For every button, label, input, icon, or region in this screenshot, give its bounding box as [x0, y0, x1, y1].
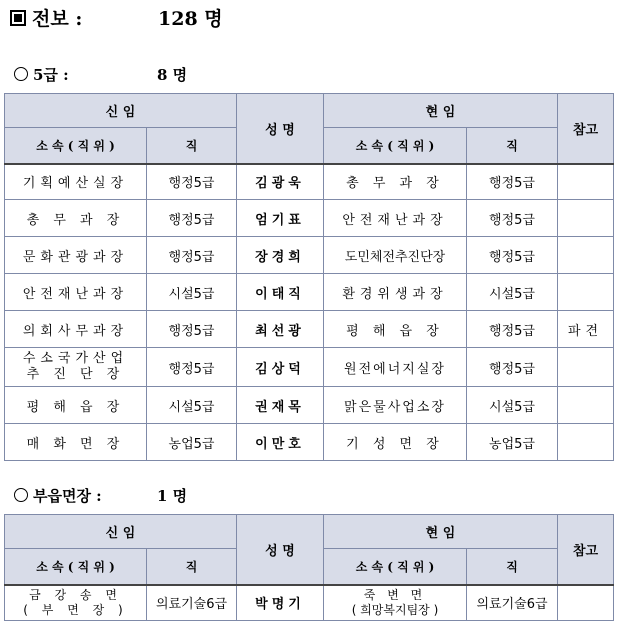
new-dept: 평 해 읍 장 — [5, 387, 147, 424]
current-dept: 맑은물사업소장 — [324, 387, 467, 424]
note — [558, 274, 614, 311]
transfer-table-deputy-head — [4, 514, 614, 621]
note — [558, 237, 614, 274]
table-row — [5, 311, 614, 348]
current-grade: 행정5급 — [467, 237, 558, 274]
new-grade: 농업5급 — [147, 424, 237, 461]
filled-square-icon — [10, 10, 26, 26]
current-grade: 행정5급 — [467, 164, 558, 200]
header-note: 참고 — [558, 94, 614, 164]
section-title-grade5 — [14, 64, 188, 85]
current-grade: 행정5급 — [467, 311, 558, 348]
person-name: 이태직 — [237, 274, 324, 311]
header-new-post: 신 임 — [5, 94, 237, 128]
new-grade: 행정5급 — [147, 200, 237, 237]
person-name: 박명기 — [237, 585, 324, 621]
current-dept: 도민체전추진단장 — [324, 237, 467, 274]
current-dept: 기 성 면 장 — [324, 424, 467, 461]
person-name: 권재목 — [237, 387, 324, 424]
table-row — [5, 387, 614, 424]
section-count: 1 명 — [157, 487, 188, 505]
new-grade: 행정5급 — [147, 348, 237, 387]
circle-bullet-icon — [14, 488, 28, 502]
note — [558, 387, 614, 424]
new-grade: 행정5급 — [147, 164, 237, 200]
current-grade: 행정5급 — [467, 348, 558, 387]
new-grade: 행정5급 — [147, 237, 237, 274]
person-name: 김상덕 — [237, 348, 324, 387]
current-dept-line2: ( 희망복지팀장 ) — [351, 602, 439, 617]
page-total-count: 128 명 — [158, 8, 223, 30]
header-new-post: 신 임 — [5, 515, 237, 549]
page-title — [10, 4, 223, 31]
section-title-deputy-head — [14, 485, 188, 506]
page-title-text: 전보 : — [32, 8, 83, 30]
new-grade: 시설5급 — [147, 274, 237, 311]
note — [558, 424, 614, 461]
header-new-grade: 직 — [147, 128, 237, 164]
current-grade: 농업5급 — [467, 424, 558, 461]
new-dept: 기획예산실장 — [5, 164, 147, 200]
current-dept: 원전에너지실장 — [324, 348, 467, 387]
header-current-grade: 직 — [467, 549, 558, 585]
table-row — [5, 200, 614, 237]
new-dept-line2: 추 진 단 장 — [26, 367, 125, 382]
new-dept-line1: 수소국가산업 — [22, 351, 129, 366]
person-name: 엄기표 — [237, 200, 324, 237]
section-title-text: 부읍면장 : — [33, 487, 102, 505]
new-dept: 총 무 과 장 — [5, 200, 147, 237]
new-dept: 매 화 면 장 — [5, 424, 147, 461]
new-grade: 시설5급 — [147, 387, 237, 424]
person-name: 최선광 — [237, 311, 324, 348]
new-dept: 의회사무과장 — [5, 311, 147, 348]
header-new-affiliation: 소 속 ( 직 위 ) — [5, 549, 147, 585]
table-row — [5, 585, 614, 621]
current-dept: 안전재난과장 — [324, 200, 467, 237]
header-current-affiliation: 소 속 ( 직 위 ) — [324, 549, 467, 585]
section-count: 8 명 — [157, 66, 188, 84]
new-grade: 의료기술6급 — [147, 585, 237, 621]
note — [558, 585, 614, 621]
new-dept: 문화관광과장 — [5, 237, 147, 274]
new-dept — [5, 348, 147, 387]
note — [558, 348, 614, 387]
header-new-grade: 직 — [147, 549, 237, 585]
person-name: 김광욱 — [237, 164, 324, 200]
current-grade: 행정5급 — [467, 200, 558, 237]
note — [558, 164, 614, 200]
person-name: 이만호 — [237, 424, 324, 461]
note — [558, 200, 614, 237]
new-dept — [5, 585, 147, 621]
current-dept: 평 해 읍 장 — [324, 311, 467, 348]
new-dept-line2: ( 부 면 장 ) — [23, 602, 128, 617]
current-grade: 시설5급 — [467, 274, 558, 311]
current-dept — [324, 585, 467, 621]
header-current-affiliation: 소 속 ( 직 위 ) — [324, 128, 467, 164]
current-dept: 총 무 과 장 — [324, 164, 467, 200]
header-name: 성 명 — [237, 515, 324, 585]
current-dept: 환경위생과장 — [324, 274, 467, 311]
new-dept-line1: 금 강 송 면 — [29, 587, 122, 602]
note: 파견 — [558, 311, 614, 348]
table-row — [5, 274, 614, 311]
current-grade: 시설5급 — [467, 387, 558, 424]
header-current-post: 현 임 — [324, 515, 558, 549]
new-grade: 행정5급 — [147, 311, 237, 348]
header-current-post: 현 임 — [324, 94, 558, 128]
table-row — [5, 164, 614, 200]
header-note: 참고 — [558, 515, 614, 585]
section-title-text: 5급 : — [33, 66, 69, 84]
table-row — [5, 348, 614, 387]
header-name: 성 명 — [237, 94, 324, 164]
header-new-affiliation: 소 속 ( 직 위 ) — [5, 128, 147, 164]
new-dept: 안전재난과장 — [5, 274, 147, 311]
header-current-grade: 직 — [467, 128, 558, 164]
circle-bullet-icon — [14, 67, 28, 81]
current-grade: 의료기술6급 — [467, 585, 558, 621]
person-name: 장경희 — [237, 237, 324, 274]
table-row — [5, 424, 614, 461]
table-row — [5, 237, 614, 274]
current-dept-line1: 죽 변 면 — [363, 587, 427, 602]
transfer-table-grade5 — [4, 93, 614, 461]
